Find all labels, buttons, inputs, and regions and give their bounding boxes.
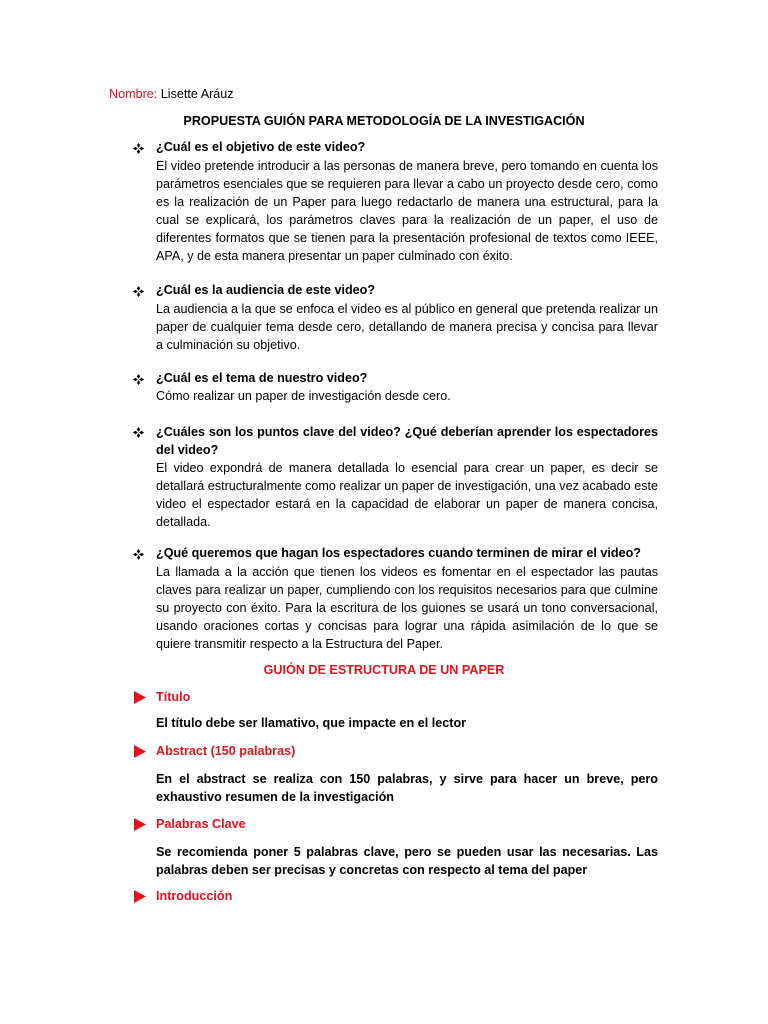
question-2: ¿Cuál es la audiencia de este video? — [156, 283, 376, 297]
answer-5: La llamada a la acción que tienen los videos es fomentar en el espectador las pautas claves para realizar un paper, cumpliendo con los requisitos necesarios para que culmine su proyecto con éxito. Para la escritura de los guiones se usará un tono conversacional, usando oraciones cortas y concisas para lograr una rápida asimilación de lo que se quiere transmitir respecto a la Estructura del Paper. — [156, 565, 658, 651]
red-triangle-arrow-icon — [133, 818, 146, 831]
name-label: Nombre: — [109, 87, 158, 101]
diamond-cluster-icon — [133, 143, 144, 154]
item-heading-palabras-clave: Palabras Clave — [156, 817, 246, 831]
document-title: PROPUESTA GUIÓN PARA METODOLOGÍA DE LA INVESTIGACIÓN — [183, 114, 585, 128]
red-triangle-arrow-icon — [133, 691, 146, 704]
question-5: ¿Qué queremos que hagan los espectadores cuando terminen de mirar el video? — [156, 546, 641, 560]
red-triangle-arrow-icon — [133, 745, 146, 758]
item-heading-abstract: Abstract (150 palabras) — [156, 744, 296, 758]
diamond-cluster-icon — [133, 374, 144, 385]
answer-1: El video pretende introducir a las personas de manera breve, pero tomando en cuenta los parámetros esenciales que se requieren para llevar a cabo un proyecto desde cero, como es la realización de un Paper para luego redactarlo de manera una estructural, para la cual se explicará, los parámetros claves para la realización de un paper, el uso de diferentes formatos que se tienen para la presentación profesional de textos como IEEE, APA, y de esta manera presentar un paper culminado con éxito. — [156, 159, 658, 263]
diamond-cluster-icon — [133, 286, 144, 297]
item-text-titulo: El título debe ser llamativo, que impacte en el lector — [156, 716, 467, 730]
answer-2: La audiencia a la que se enfoca el video es al público en general que pretenda realizar un paper de cualquier tema desde cero, detallando de manera precisa y concisa para llevar a culminación su objetivo. — [156, 302, 658, 352]
item-text-abstract: En el abstract se realiza con 150 palabras, y sirve para hacer un breve, pero exhaustivo resumen de la investigación — [156, 772, 658, 804]
answer-4: El video expondrá de manera detallada lo esencial para crear un paper, es decir se detallará estructuralmente como realizar un paper de investigación, una vez acabado este video el espectador estará en la capacidad de elaborar un paper de manera concisa, detallada. — [156, 461, 658, 529]
question-3: ¿Cuál es el tema de nuestro video? — [156, 371, 368, 385]
item-text-palabras-clave: Se recomienda poner 5 palabras clave, pero se pueden usar las necesarias. Las palabras deben ser precisas y concretas con respecto al tema del paper — [156, 845, 658, 877]
name-value: Lisette Aráuz — [160, 87, 234, 101]
name-line — [109, 86, 234, 103]
item-heading-introduccion: Introducción — [156, 889, 233, 903]
red-triangle-arrow-icon — [133, 890, 146, 903]
diamond-cluster-icon — [133, 549, 144, 560]
section-title: GUIÓN DE ESTRUCTURA DE UN PAPER — [263, 663, 505, 677]
item-heading-titulo: Título — [156, 690, 191, 704]
answer-3: Cómo realizar un paper de investigación desde cero. — [156, 389, 451, 403]
question-1: ¿Cuál es el objetivo de este video? — [156, 140, 366, 154]
question-4: ¿Cuáles son los puntos clave del video? ¿Qué deberían aprender los espectadores del video? — [156, 425, 658, 457]
diamond-cluster-icon — [133, 427, 144, 438]
